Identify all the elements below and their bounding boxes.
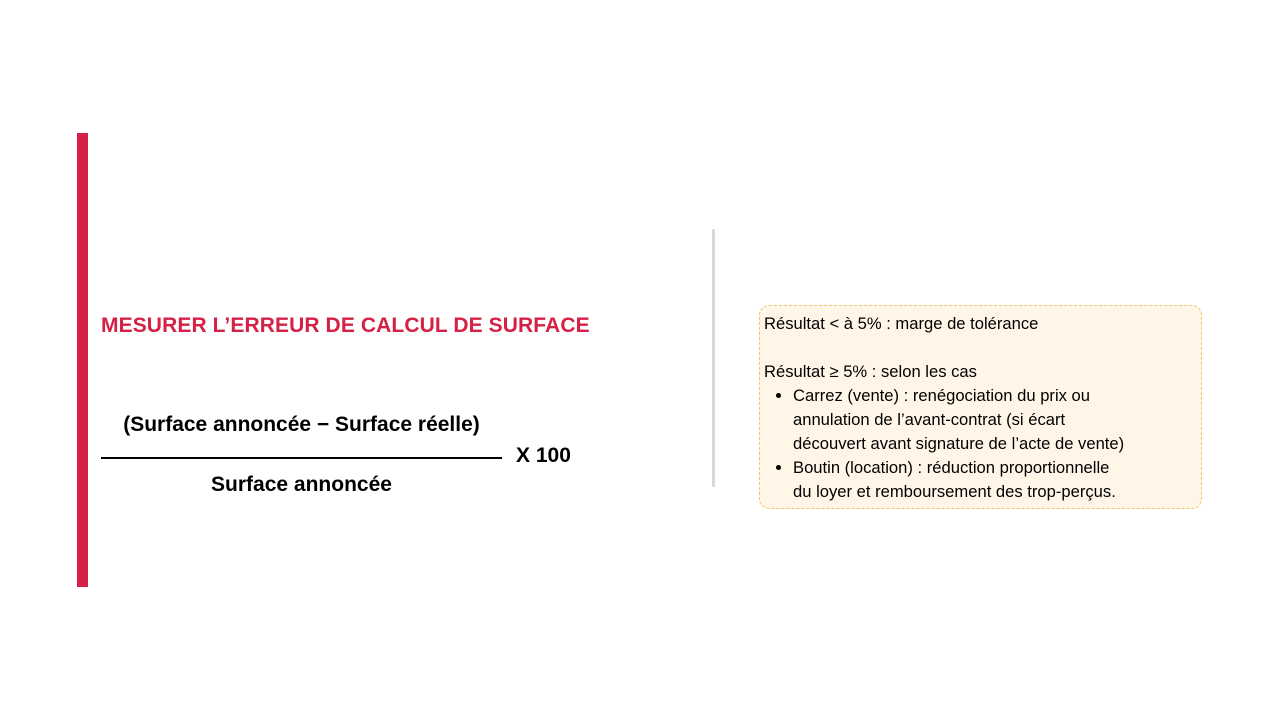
info-box bbox=[759, 305, 1202, 509]
accent-bar bbox=[77, 133, 88, 587]
boutin-line-2: du loyer et remboursement des trop-perçus. bbox=[793, 482, 1116, 501]
cases-line: Résultat ≥ 5% : selon les cas bbox=[764, 362, 977, 381]
boutin-line-1: Boutin (location) : réduction proportionnelle bbox=[793, 458, 1110, 477]
carrez-line-1: Carrez (vente) : renégociation du prix ou bbox=[793, 386, 1090, 405]
slide-title: MESURER L’ERREUR DE CALCUL DE SURFACE bbox=[101, 314, 590, 337]
formula-denominator: Surface annoncée bbox=[211, 473, 392, 496]
tolerance-line: Résultat < à 5% : marge de tolérance bbox=[764, 314, 1039, 333]
list-item-carrez bbox=[793, 384, 1197, 456]
carrez-line-2: annulation de l’avant-contrat (si écart bbox=[793, 410, 1066, 429]
carrez-line-3: découvert avant signature de l’acte de vente) bbox=[793, 434, 1125, 453]
fraction-line bbox=[101, 457, 502, 459]
spacer bbox=[764, 336, 1197, 360]
cases-list bbox=[764, 384, 1197, 504]
formula-multiplier: X 100 bbox=[516, 444, 571, 467]
formula-numerator: (Surface annoncée − Surface réelle) bbox=[123, 413, 480, 436]
vertical-divider bbox=[712, 229, 715, 487]
list-item-boutin bbox=[793, 456, 1197, 504]
